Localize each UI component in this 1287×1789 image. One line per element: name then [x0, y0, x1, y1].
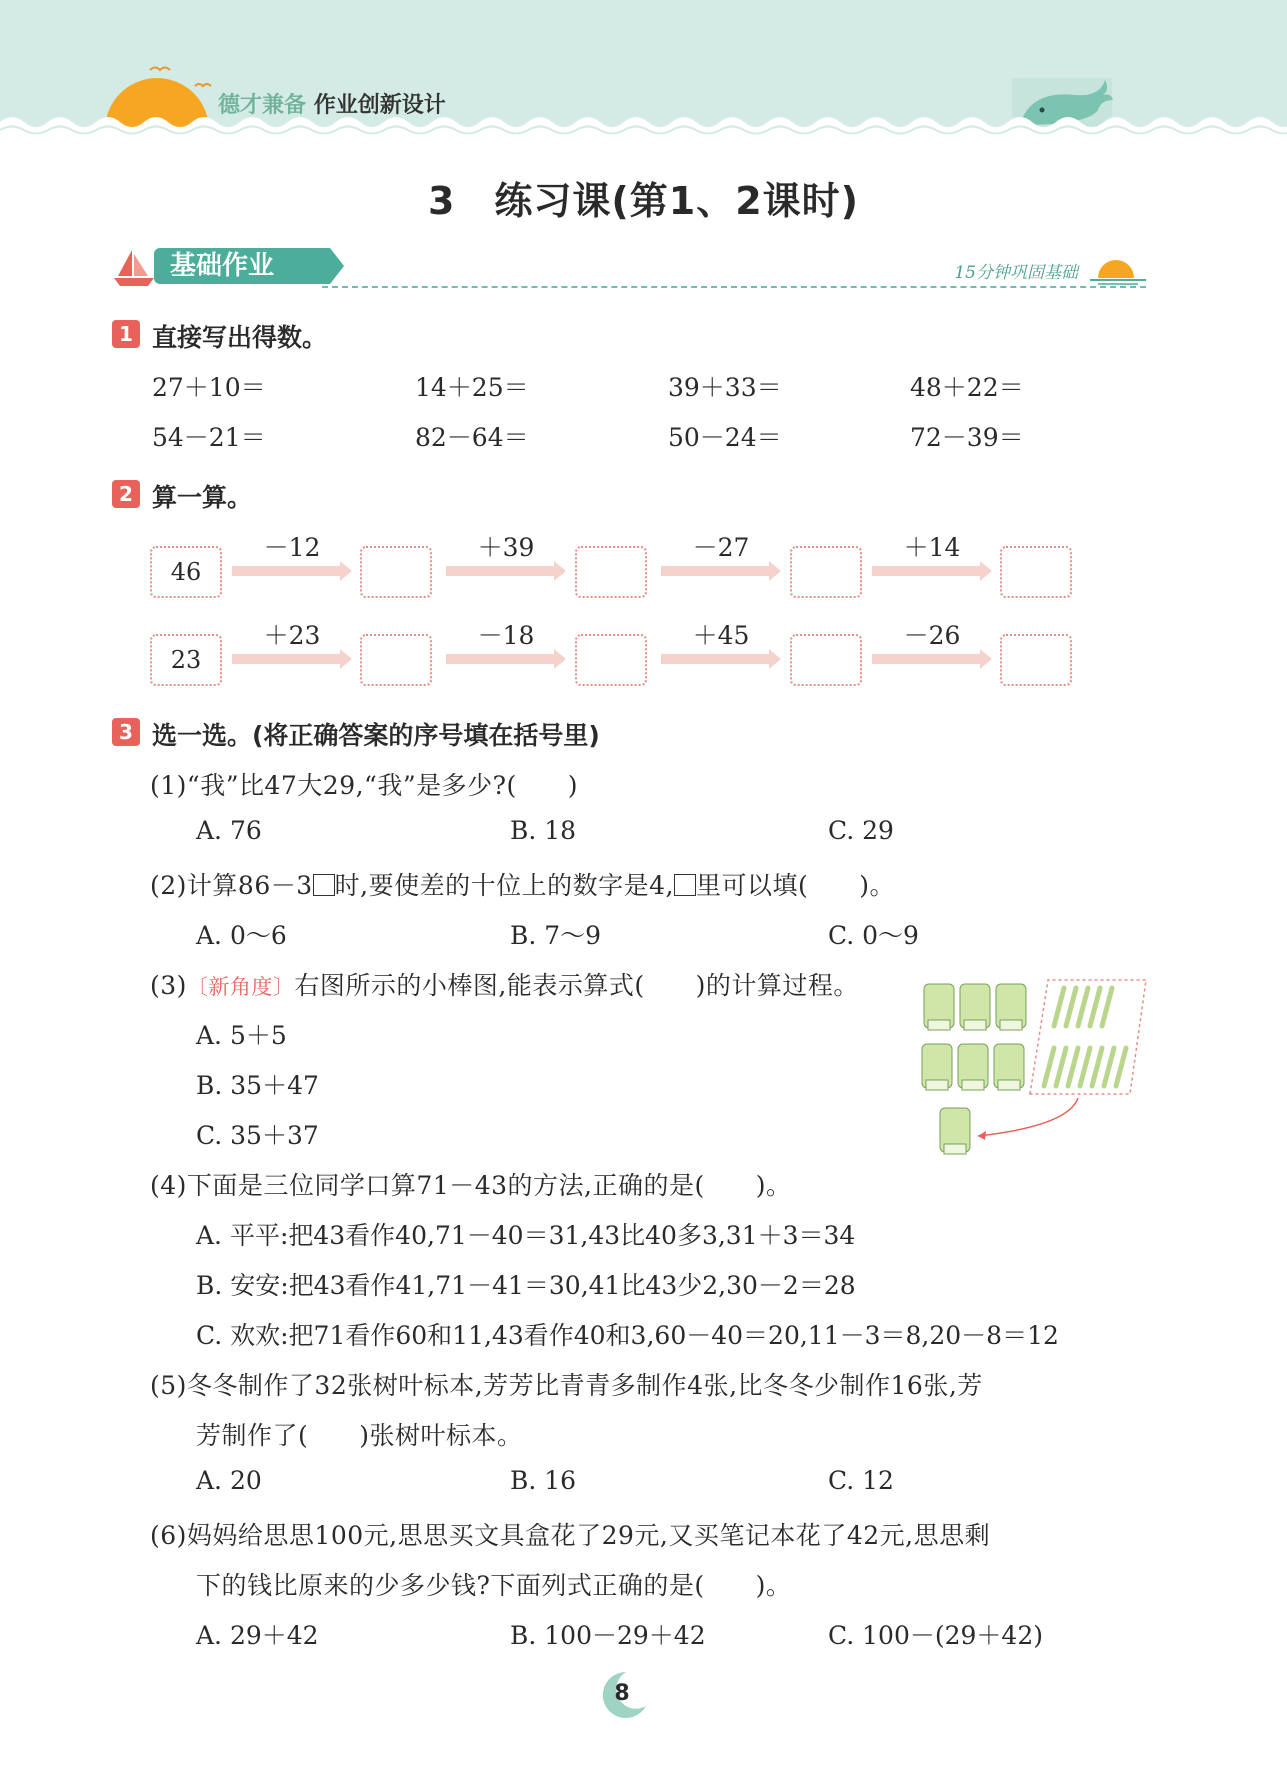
option-b: B. 100－29＋42 [510, 1621, 706, 1650]
equation: 50－24＝ [668, 423, 782, 452]
header-band [0, 0, 1287, 140]
chain-operation: ＋23 [263, 621, 321, 650]
option-c: C. 欢欢:把71看作60和11,43看作40和3,60－40＝20,11－3＝8,20－8＝12 [196, 1321, 1059, 1350]
stem-part: (2)计算86－3 [150, 871, 313, 900]
question-title-2: 算一算。 [152, 483, 253, 512]
blank-square [674, 874, 696, 896]
option-b: B. 16 [510, 1466, 577, 1495]
stick-bundles-illustration [918, 976, 1148, 1176]
option-c: C. 12 [828, 1466, 894, 1495]
series-title-green: 德才兼备 [218, 93, 307, 118]
new-angle-tag: 〔新角度〕 [186, 975, 295, 999]
answer-box[interactable] [790, 546, 862, 598]
page-number: 8 [614, 1681, 630, 1706]
equation: 82－64＝ [415, 423, 529, 452]
equation: 39＋33＝ [668, 373, 782, 402]
question-title-3: 选一选。(将正确答案的序号填在括号里) [152, 721, 600, 750]
stem-part: 时,要使差的十位上的数字是4, [334, 871, 674, 900]
option-b: B. 安安:把43看作41,71－41＝30,41比43少2,30－2＝28 [196, 1271, 856, 1300]
option-a: A. 0～6 [196, 921, 287, 950]
question-number-2: 2 [112, 480, 140, 508]
answer-box[interactable] [575, 546, 647, 598]
answer-box[interactable] [575, 634, 647, 686]
chain-arrow [232, 566, 342, 576]
equation: 27＋10＝ [152, 373, 266, 402]
lesson-title: 3 练习课(第1、2课时) [427, 179, 860, 223]
answer-box[interactable] [790, 634, 862, 686]
item-stem-6-line2: 下的钱比原来的少多少钱?下面列式正确的是( )。 [196, 1571, 792, 1600]
option-c: C. 35＋37 [196, 1121, 319, 1150]
question-number-3: 3 [112, 718, 140, 746]
option-c: C. 29 [828, 816, 894, 845]
option-a: A. 20 [196, 1466, 262, 1495]
option-b: B. 18 [510, 816, 577, 845]
item-stem-2 [150, 866, 895, 902]
chain-arrow [232, 654, 342, 664]
option-a: A. 76 [196, 816, 262, 845]
option-c: C. 100－(29＋42) [828, 1621, 1043, 1650]
section-note: 15分钟巩固基础 [954, 263, 1078, 283]
answer-box[interactable] [1000, 546, 1072, 598]
chain-start-box: 46 [150, 546, 222, 598]
chain-arrow [661, 566, 771, 576]
option-a: A. 29＋42 [196, 1621, 319, 1650]
answer-box[interactable] [360, 634, 432, 686]
chain-operation: －26 [903, 621, 961, 650]
option-c: C. 0～9 [828, 921, 919, 950]
chain-operation: ＋14 [903, 533, 961, 562]
chain-arrow [446, 654, 556, 664]
answer-box[interactable] [1000, 634, 1072, 686]
item-stem-5-line1: (5)冬冬制作了32张树叶标本,芳芳比青青多制作4张,比冬冬少制作16张,芳 [150, 1371, 983, 1400]
chain-arrow [872, 566, 982, 576]
chain-start-box: 23 [150, 634, 222, 686]
chain-arrow [872, 654, 982, 664]
header-decoration [0, 0, 1287, 140]
sailboat-icon [112, 246, 156, 290]
item-stem-3 [150, 966, 859, 1002]
equation: 48＋22＝ [910, 373, 1024, 402]
question-title-1: 直接写出得数。 [152, 323, 328, 352]
series-title-dark: 作业创新设计 [313, 93, 446, 118]
section-tag: 基础作业 [154, 248, 330, 284]
chain-operation: －27 [692, 533, 750, 562]
blank-square [313, 874, 335, 896]
chain-arrow [661, 654, 771, 664]
item-stem-6-line1: (6)妈妈给思思100元,思思买文具盒花了29元,又买笔记本花了42元,思思剩 [150, 1521, 991, 1550]
chain-arrow [446, 566, 556, 576]
option-b: B. 7～9 [510, 921, 602, 950]
option-a: A. 5＋5 [196, 1021, 287, 1050]
stem-part: (3) [150, 971, 187, 1000]
answer-box[interactable] [360, 546, 432, 598]
section-banner [112, 246, 1146, 290]
item-stem-4: (4)下面是三位同学口算71－43的方法,正确的是( )。 [150, 1171, 792, 1200]
chain-operation: ＋39 [477, 533, 535, 562]
item-stem-5-line2: 芳制作了( )张树叶标本。 [196, 1421, 523, 1450]
sunset-icon [1090, 250, 1146, 286]
option-b: B. 35＋47 [196, 1071, 319, 1100]
chain-operation: －18 [477, 621, 535, 650]
question-number-1: 1 [112, 320, 140, 348]
stem-part: 右图所示的小棒图,能表示算式( )的计算过程。 [294, 971, 859, 1000]
section-divider [322, 286, 1146, 288]
item-stem-1: (1)“我”比47大29,“我”是多少?( ) [150, 771, 579, 800]
equation: 54－21＝ [152, 423, 266, 452]
equation: 72－39＝ [910, 423, 1024, 452]
chain-operation: －12 [263, 533, 321, 562]
option-a: A. 平平:把43看作40,71－40＝31,43比40多3,31＋3＝34 [196, 1221, 856, 1250]
stem-part: 里可以填( )。 [695, 871, 895, 900]
equation: 14＋25＝ [415, 373, 529, 402]
series-title [218, 88, 446, 119]
chain-operation: ＋45 [692, 621, 750, 650]
